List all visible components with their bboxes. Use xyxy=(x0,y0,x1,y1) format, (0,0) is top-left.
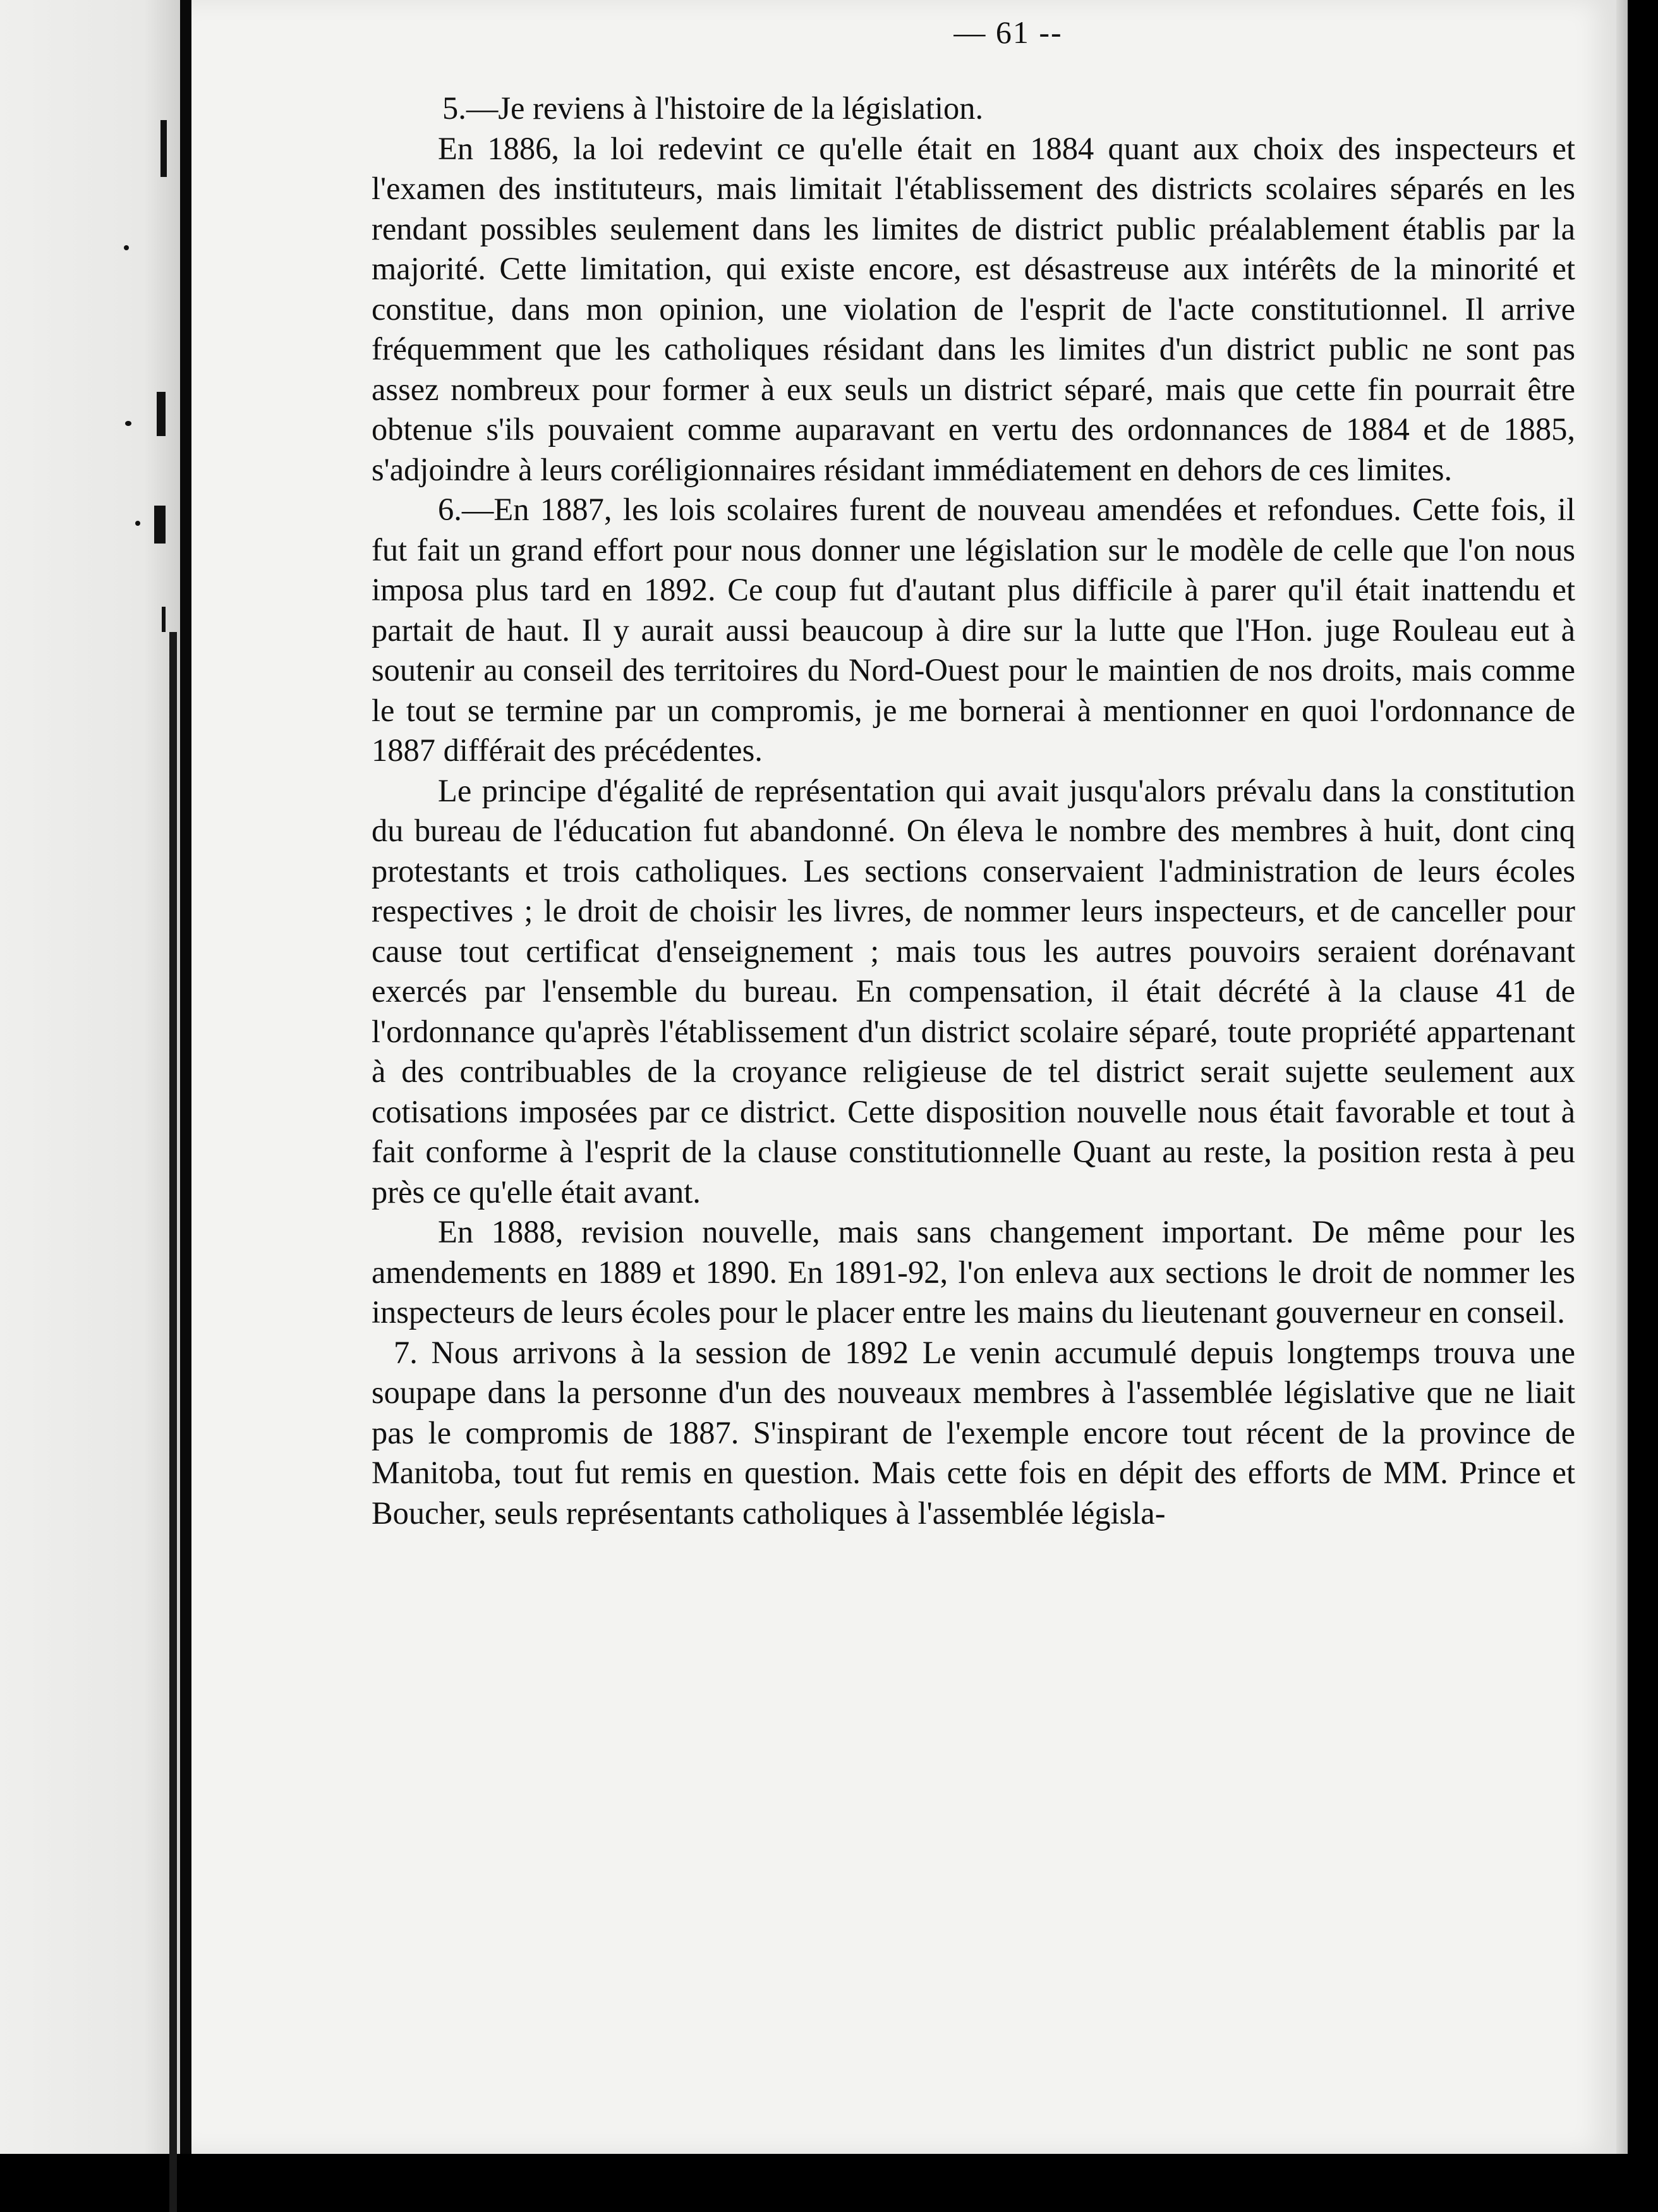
paragraph: 5.—Je reviens à l'histoire de la législation. xyxy=(442,90,984,126)
binding-gutter xyxy=(180,0,191,2154)
body-text xyxy=(372,88,1575,1533)
margin-dot xyxy=(124,245,129,250)
paragraph: En 1888, revision nouvelle, mais sans changement important. De même pour les amendements en 1889 et 1890. En 1891-92, l'on enleva aux sections le droit de nommer les inspecteurs de leurs écoles pour le placer entre les mains du lieutenant gouverneur en conseil. xyxy=(372,1214,1575,1330)
margin-dot xyxy=(135,521,140,526)
paragraph: Le principe d'égalité de représentation qui avait jusqu'alors prévalu dans la constitution du bureau de l'éducation fut abandonné. On éleva le nombre des membres à huit, dont cinq protestants et trois catholiques. Les sections conservaient l'administration de leurs écoles respectives ; le droit de choisir les livres, de nommer leurs inspecteurs, et de canceller pour cause tout certificat d'enseignement ; mais tous les autres pouvoirs seraient dorénavant exercés par l'ensemble du bureau. En compensation, il était décrété à la clause 41 de l'ordonnance qu'après l'établissement d'un district scolaire séparé, toute propriété appartenant à des contribuables de la croyance religieuse de tel district serait sujette seulement aux cotisations imposées par ce district. Cette disposition nouvelle nous était favorable et tout à fait conforme à l'esprit de la clause constitutionnelle Quant au reste, la position resta à peu près ce qu'elle était avant. xyxy=(372,772,1575,1210)
book-page xyxy=(191,0,1616,2154)
margin-mark xyxy=(162,607,166,632)
page-number: — 61 -- xyxy=(953,15,1063,50)
paragraph: En 1886, la loi redevint ce qu'elle était en 1884 quant aux choix des inspecteurs et l'examen des instituteurs, mais limitait l'établissement des districts scolaires séparés en les rendant possibles seulement dans les limites de district public préalablement établis par la majorité. Cette limitation, qui existe encore, est désastreuse aux intérêts de la minorité et constitue, dans mon opinion, une violation de l'esprit de l'acte constitutionnel. Il arrive fréquemment que les catholiques résidant dans les limites d'un district public ne sont pas assez nombreux pour former à eux seuls un district séparé, mais que cette fin pourrait être obtenue s'ils pouvaient comme auparavant en vertu des ordonnances de 1884 et de 1885, s'adjoindre à leurs coréligionnaires résidant immédiatement en dehors de ces limites. xyxy=(372,130,1575,487)
margin-mark xyxy=(169,632,177,2212)
paragraph: 6.—En 1887, les lois scolaires furent de nouveau amendées et refondues. Cette fois, il fut fait un grand effort pour nous donner une législation sur le modèle de celle que l'on nous imposa plus tard en 1892. Ce coup fut d'autant plus difficile à parer qu'il était inattendu et partait de haut. Il y aurait aussi beaucoup à dire sur la lutte que l'Hon. juge Rouleau eut à soutenir au conseil des territoires du Nord-Ouest pour le maintien de nos droits, mais comme le tout se termine par un compromis, je me bornerai à mentionner en quoi l'ordonnance de 1887 différait des précédentes. xyxy=(372,492,1575,768)
margin-mark xyxy=(157,392,166,436)
margin-dot xyxy=(125,421,131,426)
margin-mark xyxy=(160,120,167,177)
page-edge-shadow xyxy=(1616,0,1628,2154)
facing-page-edge xyxy=(0,0,180,2154)
margin-mark xyxy=(154,506,166,544)
paragraph: 7. Nous arrivons à la session de 1892 Le venin accumulé depuis longtemps trouva une soupape dans la personne d'un des nouveaux membres à l'assemblée législative que ne liait pas le compromis de 1887. S'inspirant de l'exemple encore tout récent de la province de Manitoba, tout fut remis en question. Mais cette fois en dépit des efforts de MM. Prince et Boucher, seuls représentants catholiques à l'assemblée législa- xyxy=(372,1334,1575,1531)
